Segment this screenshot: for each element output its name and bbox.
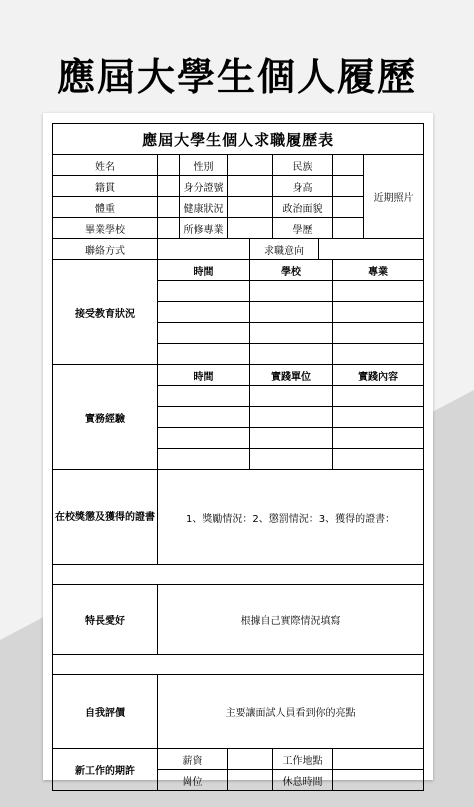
label-intention: 求職意向: [250, 239, 319, 260]
label-hometown: 籍貫: [53, 176, 158, 197]
field-health[interactable]: [228, 197, 273, 218]
education-cell[interactable]: [333, 344, 424, 365]
practice-cell[interactable]: [158, 386, 250, 407]
field-school[interactable]: [158, 218, 180, 239]
field-ethnicity[interactable]: [333, 155, 364, 176]
education-cell[interactable]: [158, 323, 250, 344]
field-intention[interactable]: [319, 239, 424, 260]
education-cell[interactable]: [158, 344, 250, 365]
field-work-location[interactable]: [333, 749, 424, 770]
field-skills[interactable]: 根據自己實際情況填寫: [158, 585, 424, 655]
field-gender[interactable]: [228, 155, 273, 176]
field-salary[interactable]: [228, 749, 273, 770]
spacer-row: [53, 565, 424, 585]
label-gender: 性別: [180, 155, 228, 176]
label-skills: 特長愛好: [53, 585, 158, 655]
education-cell[interactable]: [250, 323, 333, 344]
field-position[interactable]: [228, 770, 273, 791]
label-salary: 薪資: [158, 749, 228, 770]
resume-table: [52, 123, 424, 791]
label-political: 政治面貌: [273, 197, 333, 218]
education-header-school: 學校: [250, 260, 333, 281]
education-cell[interactable]: [250, 344, 333, 365]
field-major[interactable]: [228, 218, 273, 239]
practice-header-time: 時間: [158, 365, 250, 386]
education-cell[interactable]: [158, 281, 250, 302]
education-cell[interactable]: [333, 281, 424, 302]
field-political[interactable]: [333, 197, 364, 218]
field-name[interactable]: [158, 155, 180, 176]
practice-cell[interactable]: [250, 386, 333, 407]
field-weight[interactable]: [158, 197, 180, 218]
practice-cell[interactable]: [158, 449, 250, 470]
practice-cell[interactable]: [333, 449, 424, 470]
field-height[interactable]: [333, 176, 364, 197]
practice-header-unit: 實踐單位: [250, 365, 333, 386]
field-degree[interactable]: [333, 218, 364, 239]
form-title: 應屆大學生個人求職履歷表: [53, 124, 424, 155]
label-id-number: 身分證號: [180, 176, 228, 197]
label-rest-time: 休息時間: [273, 770, 333, 791]
practice-cell[interactable]: [333, 407, 424, 428]
education-cell[interactable]: [333, 323, 424, 344]
label-height: 身高: [273, 176, 333, 197]
field-id-number[interactable]: [228, 176, 273, 197]
education-header-time: 時間: [158, 260, 250, 281]
education-cell[interactable]: [250, 281, 333, 302]
education-cell[interactable]: [158, 302, 250, 323]
field-awards[interactable]: 1、獎勵情況：2、懲罰情況：3、獲得的證書：: [158, 470, 424, 565]
field-contact[interactable]: [158, 239, 250, 260]
label-self-eval: 自我評價: [53, 675, 158, 749]
practice-cell[interactable]: [333, 386, 424, 407]
label-work-location: 工作地點: [273, 749, 333, 770]
label-name: 姓名: [53, 155, 158, 176]
field-hometown[interactable]: [158, 176, 180, 197]
practice-cell[interactable]: [250, 428, 333, 449]
practice-cell[interactable]: [250, 449, 333, 470]
spacer-row: [53, 655, 424, 675]
education-cell[interactable]: [250, 302, 333, 323]
label-awards: 在校獎懲及獲得的證書: [53, 470, 158, 565]
practice-cell[interactable]: [158, 407, 250, 428]
education-header-major: 專業: [333, 260, 424, 281]
field-self-eval[interactable]: 主要讓面試人員看到你的亮點: [158, 675, 424, 749]
label-practice: 實務經驗: [53, 365, 158, 470]
label-health: 健康狀況: [180, 197, 228, 218]
label-ethnicity: 民族: [273, 155, 333, 176]
education-cell[interactable]: [333, 302, 424, 323]
label-degree: 學歷: [273, 218, 333, 239]
practice-header-content: 實踐內容: [333, 365, 424, 386]
label-weight: 體重: [53, 197, 158, 218]
label-school: 畢業學校: [53, 218, 158, 239]
practice-cell[interactable]: [333, 428, 424, 449]
photo-box[interactable]: 近期照片: [364, 155, 424, 239]
label-major: 所修專業: [180, 218, 228, 239]
label-new-job: 新工作的期許: [53, 749, 158, 791]
label-position: 崗位: [158, 770, 228, 791]
label-contact: 聯絡方式: [53, 239, 158, 260]
field-rest-time[interactable]: [333, 770, 424, 791]
practice-cell[interactable]: [158, 428, 250, 449]
page-title: 應屆大學生個人履歷: [56, 55, 417, 99]
resume-form: [52, 123, 423, 788]
practice-cell[interactable]: [250, 407, 333, 428]
label-education: 接受教育狀況: [53, 260, 158, 365]
